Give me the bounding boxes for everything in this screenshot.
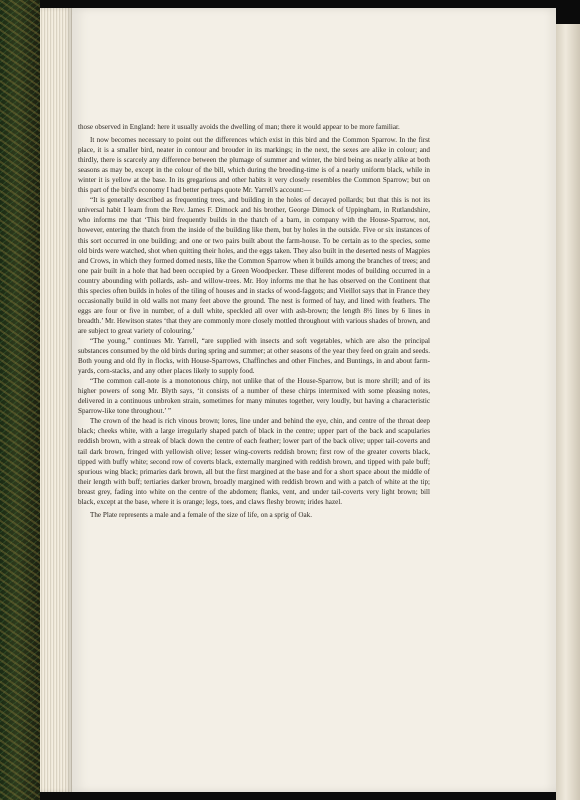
paragraph-call-note: “The common call-note is a monotonous chirp, not unlike that of the House-Sparrow, but is more shrill; and of its higher powers of song Mr. Blyth says, ‘it consists of a number of these chirps intermixed with some pleasing notes, delivered in a continuous unbroken strain, sometimes for many minutes together, very loudly, but having a characteristic Sparrow-like tone throughout.’ ”	[78, 377, 430, 416]
paragraph-description: The crown of the head is rich vinous brown; lores, line under and behind the eye, chin, and centre of the throat deep black; cheeks white, with a large irregularly shaped patch of black in the centre; upper part of the back and scapularies reddish brown, with a streak of black down the centre of each feather; lower part of the back olive; upper tail-coverts and tail dark brown, fringed with yellowish olive; lesser wing-coverts reddish brown; first row of the greater coverts black, tipped with buffy white; second row of coverts black, externally margined with reddish brown, and tipped with pale buff; spurious wing black; primaries dark brown, all but the first margined at the base and for a short space about the middle of their length with buff; tertiaries darker brown, broadly margined with reddish brown and with a patch of white at the tip; breast grey, fading into white on the centre of the abdomen; flanks, vent, and under tail-coverts very light brown; bill black, except at the base, where it is orange; legs, toes, and claws fleshy brown; irides hazel.	[78, 417, 430, 506]
paragraph-continuation: those observed in England: here it usually avoids the dwelling of man; there it would appear to be more familiar.	[78, 123, 400, 131]
marbled-cover-board	[0, 0, 40, 800]
right-book-edge	[556, 24, 580, 800]
paragraph-plate: The Plate represents a male and a female of the size of life, on a sprig of Oak.	[90, 510, 313, 519]
page-text-block	[78, 122, 430, 520]
paragraph-yarrell-quote: “It is generally described as frequenting trees, and building in the holes of decayed pollards; but that this is not its universal habit I learn from the Rev. James F. Dimock and his brother, George Dimock of Uppingham, in Rutlandshire, who informs me that ‘This bird frequently builds in the thatch of a barn, in company with the House-Sparrow, not, however, entering the thatch from the inside of the building like them, but by holes in the outside. Five or six instances of this sort occurred in one building; and one or two pairs built about the farm-house. To be certain as to the species, some old birds were watched, shot when quitting their holes, and the eggs taken. They also built in the deserted nests of Magpies and Crows, in which they formed domed nests, like the Common Sparrow when it builds among the branches of trees; and one pair built in a hole that had been occupied by a Green Woodpecker. These different modes of building occurred in a country abounding with pollards, ash- and willow-trees. Mr. Hoy informs me that he has observed on the Continent that this species often builds in holes of the tiling of houses and in stacks of wood-faggots; and Vieillot says that in France they occasionally build in old walls not many feet above the ground. The nest is formed of hay, and lined with feathers. The eggs are four or five in number, of a dull white, speckled all over with ash-brown; the length 8½ lines by 6 lines in breadth.’ Mr. Hewitson states ‘that they are commonly more closely mottled throughout with various shades of brown, and are subject to great variety of colouring.’	[78, 196, 430, 335]
paragraph-differences: It now becomes necessary to point out the differences which exist in this bird and the Common Sparrow. In the first place, it is a smaller bird, neater in contour and brouder in its markings; in the next, the sexes are alike in colour; and thirdly, there is scarcely any difference between the plumage of summer and winter, the bird being as nearly alike at both seasons as may be, except in the colour of the bill, which during the breeding-time is of a nearly uniform black, while in winter it is yellow at the base. In its gregarious and other habits it very closely resembles the Common Sparrow; but on this part of the bird's economy I had better perhaps quote Mr. Yarrell's account:—	[78, 136, 430, 195]
paragraph-young: “The young,” continues Mr. Yarrell, “are supplied with insects and soft vegetables, which are also the principal substances consumed by the old birds during spring and summer; at other seasons of the year they feed on grain and seeds. Both young and old fly in flocks, with House-Sparrows, Chaffinches and other Finches, and Buntings, in and about farm-yards, corn-stacks, and any other places likely to supply food.	[78, 336, 430, 376]
stacked-page-edges	[40, 8, 72, 792]
